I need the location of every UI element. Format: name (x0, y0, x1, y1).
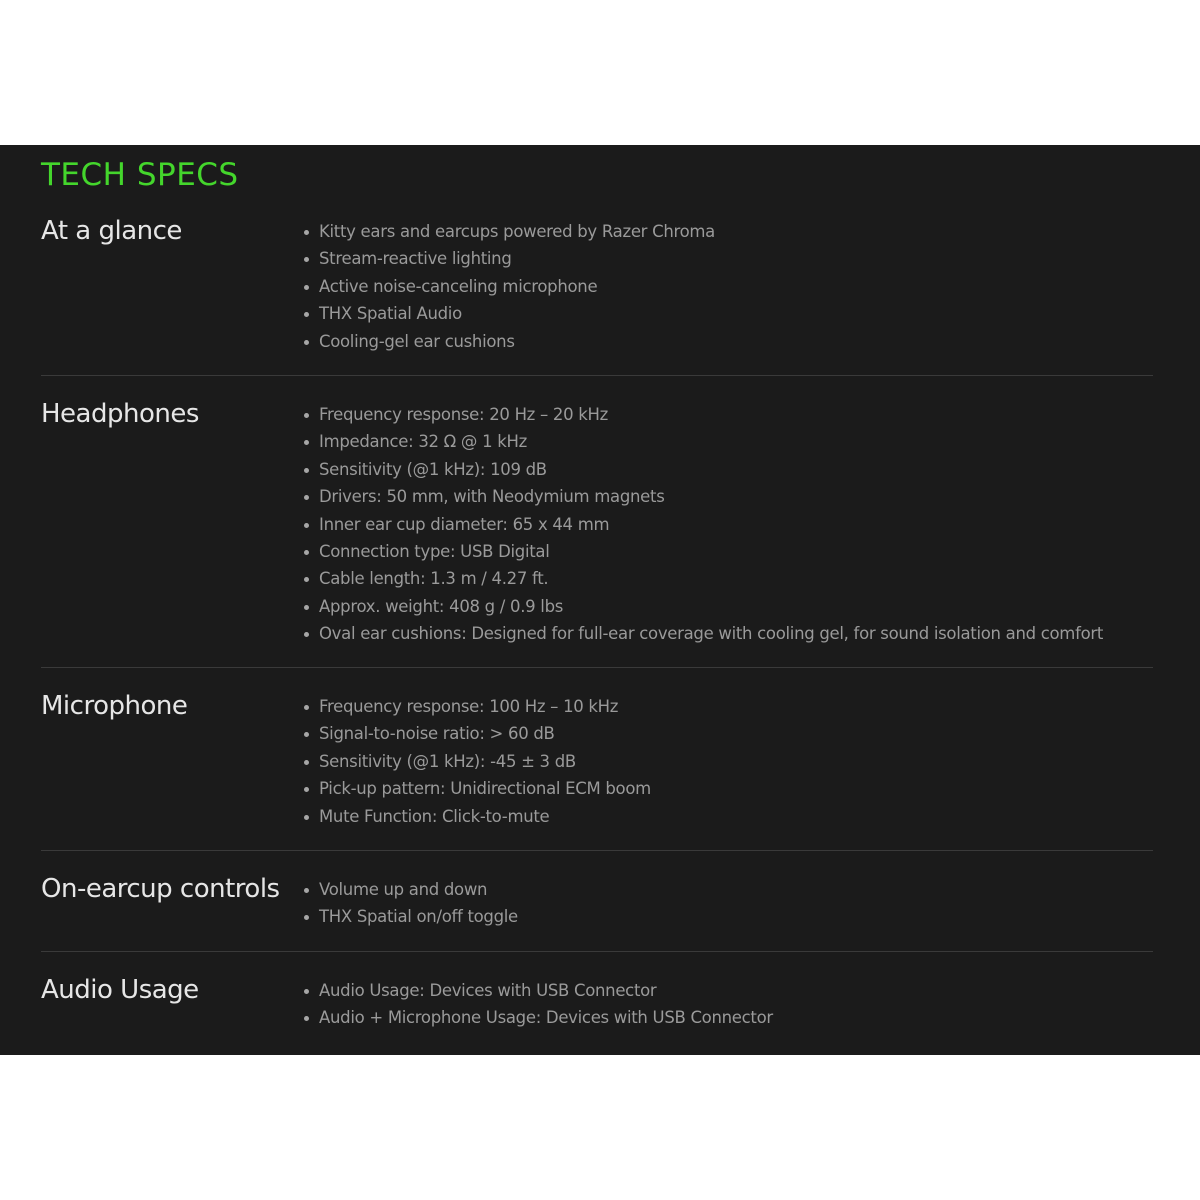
list-item: Oval ear cushions: Designed for full-ear coverage with cooling gel, for sound isolation and comfort (303, 620, 1103, 647)
spec-list (303, 977, 773, 1032)
section-label: Microphone (41, 691, 188, 721)
section-label: At a glance (41, 216, 182, 246)
list-item: Connection type: USB Digital (303, 538, 1103, 565)
list-item: Drivers: 50 mm, with Neodymium magnets (303, 483, 1103, 510)
list-item: Inner ear cup diameter: 65 x 44 mm (303, 511, 1103, 538)
section-label: Headphones (41, 399, 199, 429)
list-item: Signal-to-noise ratio: > 60 dB (303, 720, 651, 747)
list-item: Kitty ears and earcups powered by Razer Chroma (303, 218, 715, 245)
list-item: THX Spatial Audio (303, 300, 715, 327)
section-divider (41, 667, 1153, 668)
list-item: Pick-up pattern: Unidirectional ECM boom (303, 775, 651, 802)
list-item: Sensitivity (@1 kHz): 109 dB (303, 456, 1103, 483)
list-item: Active noise-canceling microphone (303, 273, 715, 300)
section-divider (41, 951, 1153, 952)
list-item: Stream-reactive lighting (303, 245, 715, 272)
list-item: Frequency response: 20 Hz – 20 kHz (303, 401, 1103, 428)
list-item: Volume up and down (303, 876, 518, 903)
list-item: Approx. weight: 408 g / 0.9 lbs (303, 593, 1103, 620)
list-item: Mute Function: Click-to-mute (303, 803, 651, 830)
spec-list (303, 693, 651, 830)
section-divider (41, 375, 1153, 376)
list-item: Impedance: 32 Ω @ 1 kHz (303, 428, 1103, 455)
section-label: Audio Usage (41, 975, 199, 1005)
list-item: Cooling-gel ear cushions (303, 328, 715, 355)
page-title: TECH SPECS (41, 157, 239, 193)
list-item: Frequency response: 100 Hz – 10 kHz (303, 693, 651, 720)
list-item: Sensitivity (@1 kHz): -45 ± 3 dB (303, 748, 651, 775)
section-divider (41, 850, 1153, 851)
spec-list (303, 876, 518, 931)
list-item: Audio Usage: Devices with USB Connector (303, 977, 773, 1004)
list-item: Cable length: 1.3 m / 4.27 ft. (303, 565, 1103, 592)
list-item: THX Spatial on/off toggle (303, 903, 518, 930)
section-label: On-earcup controls (41, 874, 280, 904)
list-item: Audio + Microphone Usage: Devices with USB Connector (303, 1004, 773, 1031)
spec-list (303, 401, 1103, 648)
spec-list (303, 218, 715, 355)
